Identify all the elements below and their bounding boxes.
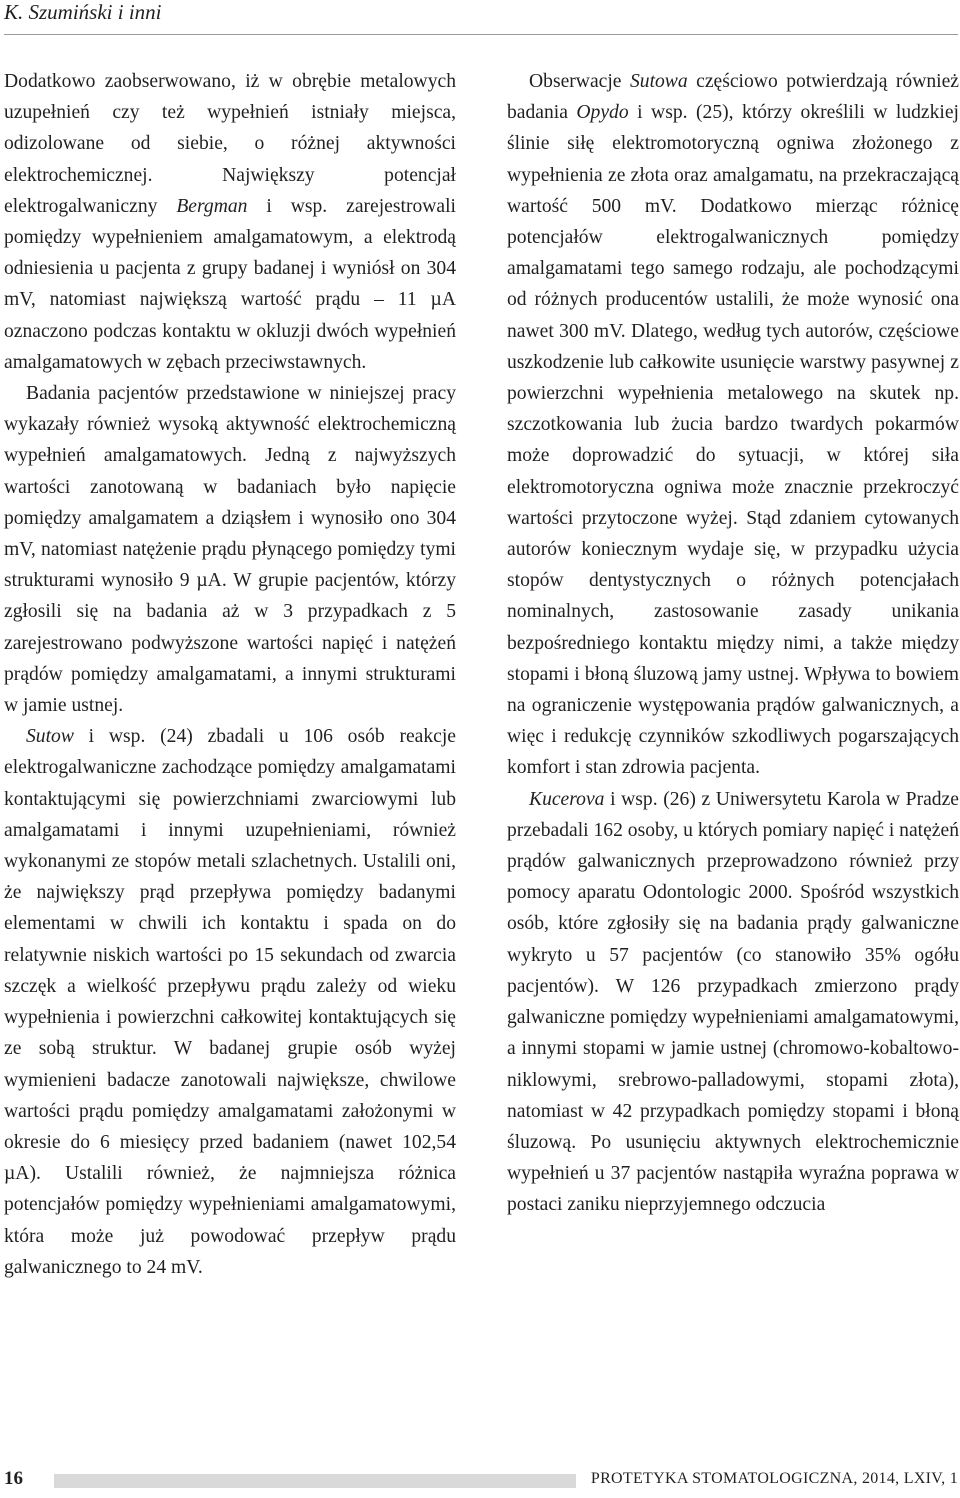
paragraph: Badania pacjentów przedstawione w niniejszej pracy wykazały również wysoką aktywność elektrochemiczną wypełnień amalgamatowych. Jedną z najwyższych wartości zanotowaną w badaniach było napięcie pomiędzy amalgamatem a dziąsłem i wynosiło ono 304 mV, natomiast natężenie prądu płynącego pomiędzy tymi strukturami wynosiło 9 µA. W grupie pacjentów, którzy zgłosili się na badania aż w 3 przypadkach z 5 zarejestrowano podwyższone wartości napięć i natężeń prądów pomiędzy amalgamatami, a innymi strukturami w jamie ustnej. bbox=[4, 383, 456, 717]
author-name: Kucerova bbox=[529, 788, 605, 810]
left-column bbox=[4, 66, 456, 1283]
right-column bbox=[507, 66, 959, 1221]
paragraph bbox=[4, 721, 456, 1283]
text-run: i wsp. (25), którzy określili w ludzkiej ślinie siłę elektromotoryczną ogniwa złożonego z wypełnienia ze złota oraz amalgamatu, na przekraczającą wartość 500 mV. Dodatkowo mierząc różnicę potencjałów elektrogalwanicznych pomiędzy amalgamatami tego samego rodzaju, ale pochodzącymi od różnych producentów ustalili, że może wynosić ona nawet 300 mV. Dlatego, według tych autorów, częściowe uszkodzenie lub całkowite usunięcie warstwy pasywnej z powierzchni wypełnienia metalowego na skutek np. szczotkowania lub żucia bardzo twardych pokarmów może doprowadzić do sytuacji, w której siła elektromotoryczna ogniwa może znacznie przekroczyć wartości przytoczone wyżej. Stąd zdaniem cytowanych autorów koniecznym wydaje się, w przypadku użycia stopów dentystycznych o różnych potencjałach nominalnych, zastosowanie zasady unikania bezpośredniego kontaktu między nimi, a także między stopami i błoną śluzową jamy ustnej. Wpływa to bowiem na ograniczenie występowania prądów galwanicznych, a więc i redukcję czynników szkodliwych pogarszających komfort i stan zdrowia pacjenta. bbox=[507, 102, 959, 779]
text-run: i wsp. (24) zbadali u 106 osób reakcje elektrogalwaniczne zachodzące pomiędzy amalgamatami kontaktującymi się powierzchniami zwarciowymi lub amalgamatami i innymi uzupełnieniami, również wykonanymi ze stopów metali szlachetnych. Ustalili oni, że największy prąd przepływa pomiędzy badanymi elementami w chwili ich kontaktu i spada on do relatywnie niskich wartości po 15 sekundach od zwarcia szczęk a wielkość przepływu prądu zależy od wieku wypełnienia i powierzchni całkowitej kontaktujących się ze sobą struktur. W badanej grupie osób wyżej wymienieni badacze zanotowali największe, chwilowe wartości prądu pomiędzy amalgamatami założonymi w okresie do 6 miesięcy przed badaniem (nawet 102,54 µA). Ustalili również, że najmniejsza różnica potencjałów pomiędzy wypełnieniami amalgamatowymi, która może już powodować przepływ prądu galwanicznego to 24 mV. bbox=[4, 726, 456, 1278]
author-name: Opydo bbox=[576, 102, 629, 124]
text-run: i wsp. (26) z Uniwersytetu Karola w Pradze przebadali 162 osoby, u których pomiary napięć i natężeń prądów galwanicznych przeprowadzono również przy pomocy aparatu Odontologic 2000. Spośród wszystkich osób, które zgłosiły się na badania prądy galwaniczne wykryto u 57 pacjentów (co stanowiło 35% ogółu pacjentów). W 126 przypadkach zmierzono prądy galwaniczne pomiędzy wypełnieniami amalgamatowymi, a innymi stopami w jamie ustnej (chromowo-kobaltowo-niklowymi, srebrowo-palladowymi, stopami złota), natomiast w 42 przypadkach pomiędzy stopami i błoną śluzową. Po usunięciu aktywnych elektrochemicznie wypełnień u 37 pacjentów nastąpiła wyraźna poprawa w postaci zaniku nieprzyjemnego odczucia bbox=[507, 788, 959, 1216]
author-name: Sutowa bbox=[629, 71, 688, 92]
author-name: Sutow bbox=[26, 726, 74, 748]
text-run: i wsp. zarejestrowali pomiędzy wypełnieniem amalgamatowym, a elektrodą odniesienia u pacjenta z grupy badanej i wyniósł on 304 mV, natomiast największą wartość prądu – 11 µA oznaczono podczas kontaktu w okluzji dwóch wypełnień amalgamatowych w zębach przeciwstawnych. bbox=[4, 195, 457, 373]
paragraph bbox=[507, 784, 959, 1221]
footer-bar bbox=[54, 1474, 576, 1488]
journal-name: PROTETYKA STOMATOLOGICZNA, 2014, LXIV, 1 bbox=[590, 1470, 958, 1487]
paragraph bbox=[507, 66, 959, 784]
author-name: Bergman bbox=[176, 195, 248, 217]
header-divider bbox=[4, 34, 958, 35]
text-run: częściowo potwierdzają również badania bbox=[507, 71, 959, 124]
paragraph bbox=[4, 66, 456, 378]
page-number: 16 bbox=[4, 1468, 23, 1489]
running-header: K. Szumiński i inni bbox=[4, 0, 162, 24]
text-run: Dodatkowo zaobserwowano, iż w obrębie metalowych uzupełnień czy też wypełnień istniały miejsca, odizolowane od siebie, o różnej aktywności elektrochemicznej. Największy potencjał elektrogalwaniczny bbox=[4, 71, 456, 217]
text-run: Obserwacje bbox=[529, 71, 630, 92]
